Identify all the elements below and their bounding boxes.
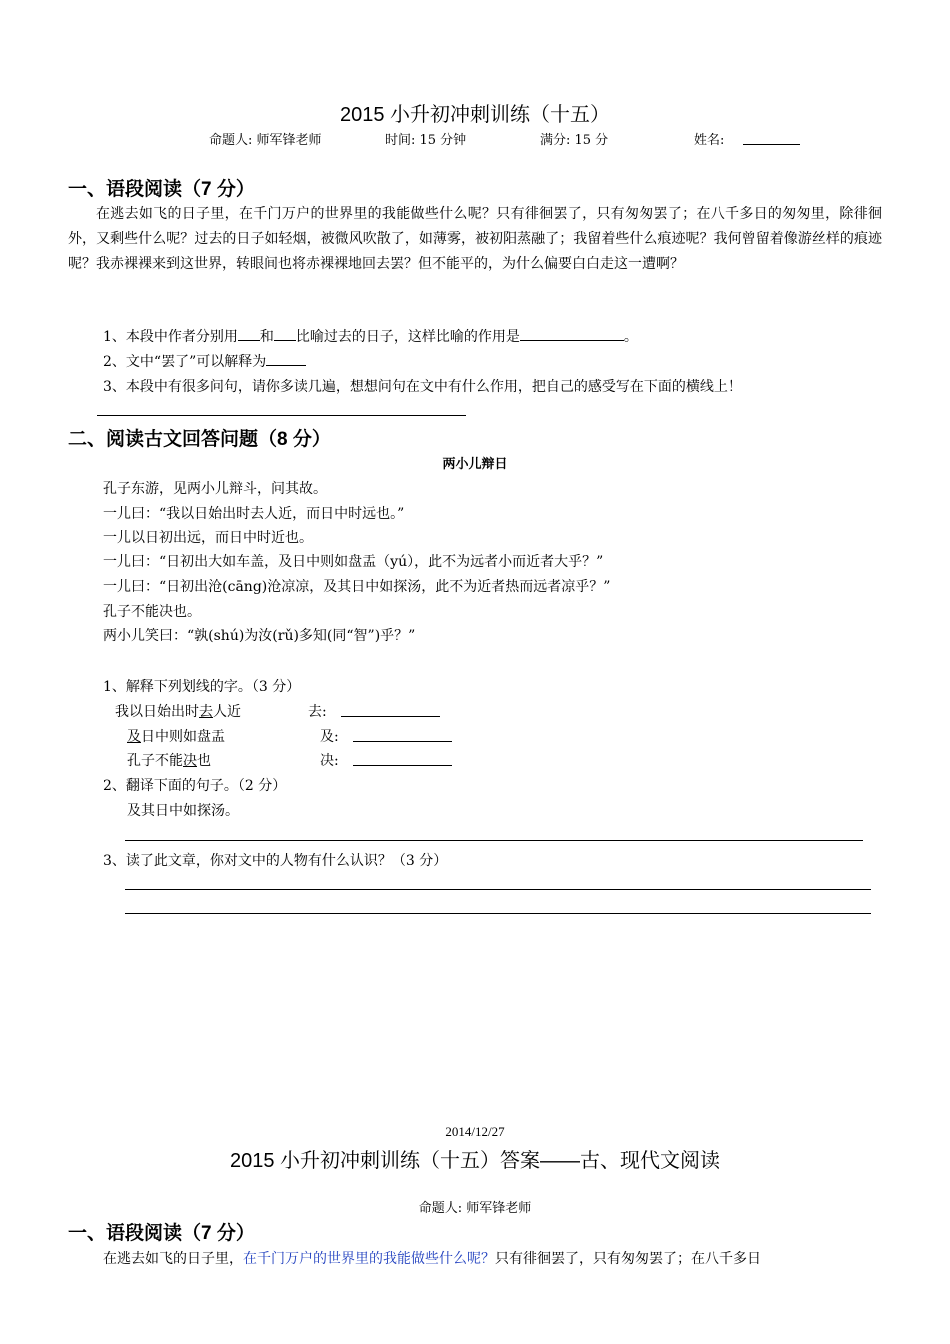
answer-section1-heading: 一、语段阅读（7 分） bbox=[68, 1223, 255, 1244]
classical-line: 一儿以日初出远，而日中时近也。 bbox=[103, 530, 313, 546]
name-blank[interactable] bbox=[743, 144, 800, 145]
s1-question-2: 2、文中“罢了”可以解释为 bbox=[103, 351, 306, 371]
classical-line: 孔子不能决也。 bbox=[103, 604, 201, 620]
classical-line: 两小儿笑曰：“孰(shú)为汝(rǔ)多知(同“智”)乎？” bbox=[103, 628, 416, 644]
s2-question-1: 1、解释下列划线的字。（3 分） bbox=[103, 679, 301, 695]
s2-question-2-sentence: 及其日中如探汤。 bbox=[127, 803, 239, 819]
name-label: 姓名: bbox=[694, 133, 725, 148]
answer-highlight: 在千门万户的世界里的我能做些什么呢？ bbox=[243, 1251, 495, 1267]
author-label: 命题人: 师军锋老师 bbox=[209, 133, 322, 148]
s2-question-2: 2、翻译下面的句子。（2 分） bbox=[103, 778, 287, 794]
answer-line[interactable] bbox=[125, 913, 871, 914]
answer-date: 2014/12/27 bbox=[445, 1124, 505, 1139]
vocab-blank[interactable] bbox=[353, 765, 452, 766]
s1-question-1: 1、本段中作者分别用 和 比喻过去的日子，这样比喻的作用是 。 bbox=[103, 326, 638, 346]
vocab-label: 及: bbox=[320, 729, 339, 745]
page-title: 2015 小升初冲刺训练（十五） bbox=[339, 104, 611, 126]
answer-line[interactable] bbox=[125, 889, 871, 890]
vocab-blank[interactable] bbox=[341, 716, 440, 717]
vocab-blank[interactable] bbox=[353, 741, 452, 742]
vocab-item: 我以日始出时去人近 bbox=[115, 704, 241, 720]
classical-line: 孔子东游，见两小儿辩斗，问其故。 bbox=[103, 481, 327, 497]
classical-line: 一儿曰：“日初出沧(cāng)沧凉凉，及其日中如探汤，此不为近者热而远者凉乎？” bbox=[103, 579, 611, 595]
time-label: 时间: 15 分钟 bbox=[385, 133, 467, 148]
section1-heading: 一、语段阅读（7 分） bbox=[68, 179, 255, 200]
answer-title: 2015 小升初冲刺训练（十五）答案——古、现代文阅读 bbox=[229, 1150, 721, 1172]
vocab-item: 及日中则如盘盂 bbox=[127, 729, 225, 745]
answer-author: 命题人: 师军锋老师 bbox=[418, 1201, 532, 1216]
section1-passage: 在逃去如飞的日子里，在千门万户的世界里的我能做些什么呢？只有徘徊罢了，只有匆匆罢了；在八千多日的匆匆里，除徘徊外，又剩些什么呢？过去的日子如轻烟，被微风吹散了，如薄雾，被初阳蒸融了；我留着些什么痕迹呢？我何曾留着像游丝样的痕迹呢？我赤裸裸来到这世界，转眼间也将赤裸裸地回去罢？但不能平的，为什么偏要白白走这一遭啊？ bbox=[68, 206, 882, 272]
q1-blank-1[interactable] bbox=[238, 326, 260, 341]
vocab-item: 孔子不能决也 bbox=[127, 753, 211, 769]
q1-blank-2[interactable] bbox=[274, 326, 296, 341]
section2-heading: 二、阅读古文回答问题（8 分） bbox=[68, 429, 331, 450]
s1-question-3: 3、本段中有很多问句，请你多读几遍，想想问句在文中有什么作用，把自己的感受写在下面的横线上！ bbox=[103, 379, 742, 395]
s1-answer-line[interactable] bbox=[97, 415, 466, 416]
vocab-label: 决: bbox=[320, 753, 339, 769]
score-label: 满分: 15 分 bbox=[540, 133, 609, 148]
classical-text-title: 两小儿辩日 bbox=[442, 457, 508, 472]
translation-line[interactable] bbox=[125, 840, 863, 841]
classical-line: 一儿曰：“我以日始出时去人近，而日中时远也。” bbox=[103, 506, 405, 522]
answer-passage-line: 在逃去如飞的日子里，在千门万户的世界里的我能做些什么呢？只有徘徊罢了，只有匆匆罢了；在八千多日 bbox=[103, 1251, 761, 1267]
s2-question-3: 3、读了此文章，你对文中的人物有什么认识？（3 分） bbox=[103, 853, 448, 869]
q2-blank[interactable] bbox=[266, 351, 306, 366]
classical-line: 一儿曰：“日初出大如车盖，及日中则如盘盂（yú），此不为远者小而近者大乎？” bbox=[103, 554, 604, 570]
vocab-label: 去: bbox=[308, 704, 327, 720]
q1-blank-3[interactable] bbox=[520, 326, 624, 341]
